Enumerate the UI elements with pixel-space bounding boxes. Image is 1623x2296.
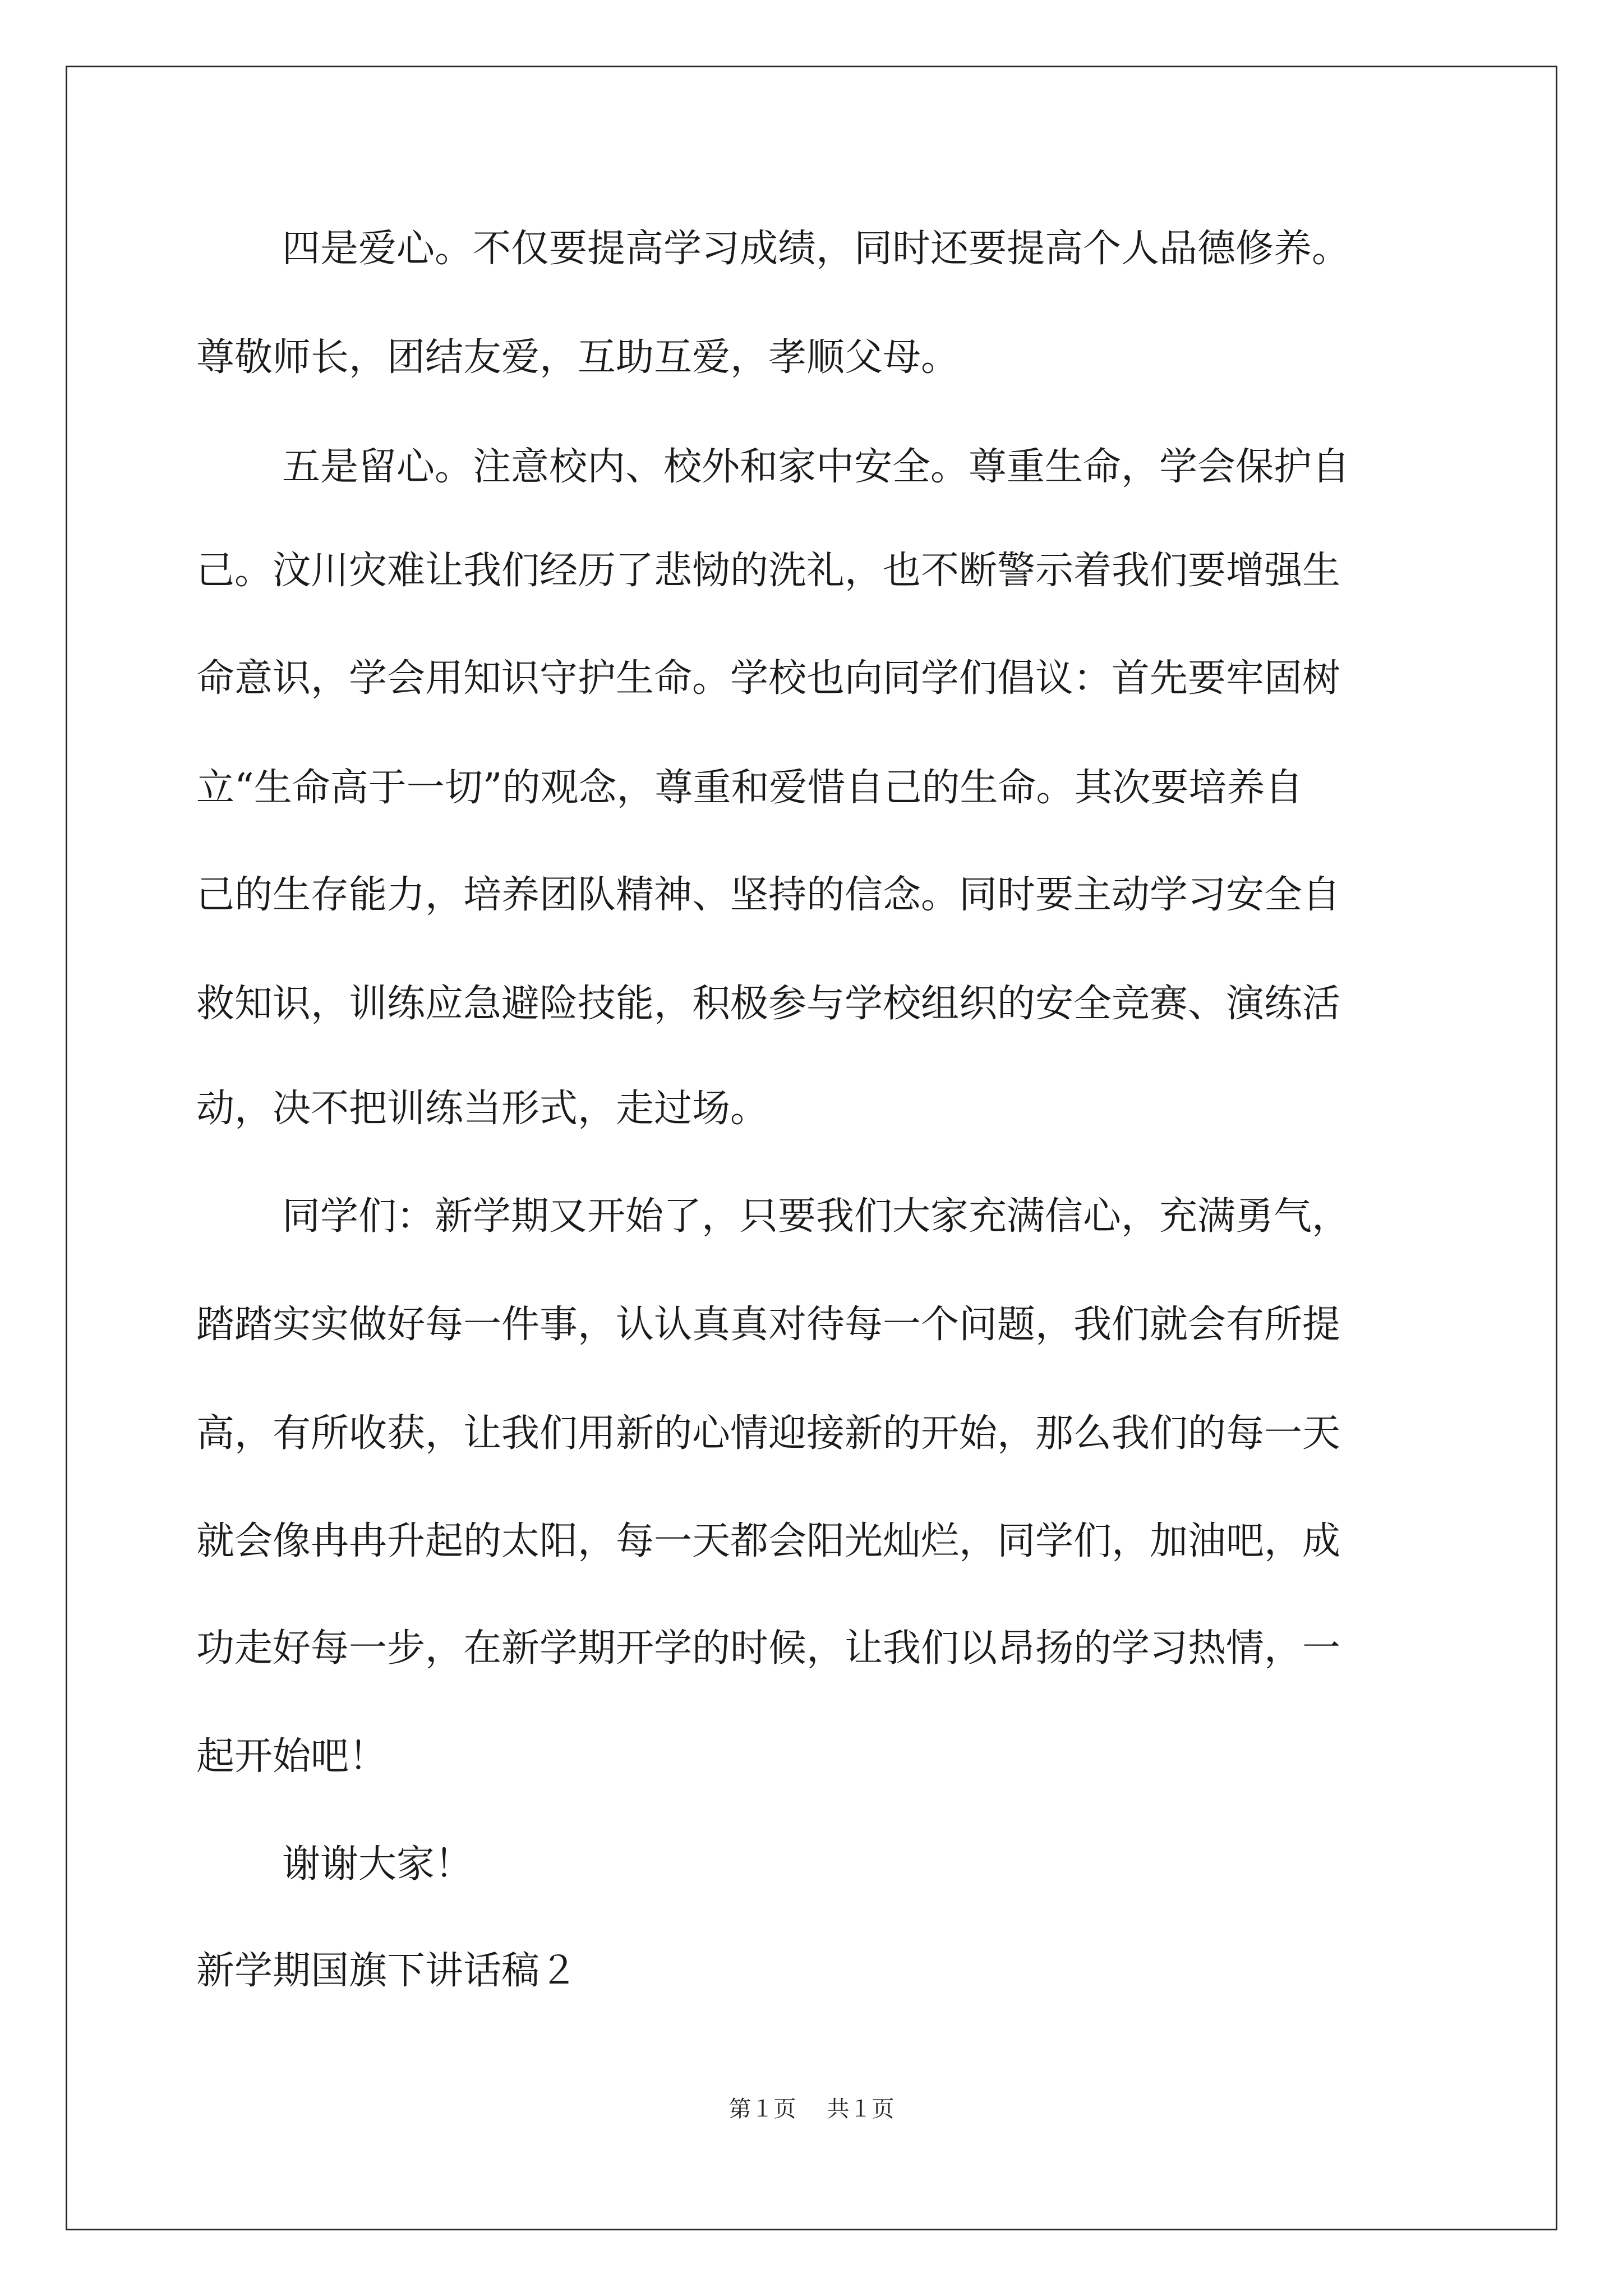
text-line: 就会像冉冉升起的太阳，每一天都会阳光灿烂，同学们，加油吧，成 (196, 1519, 1341, 1563)
page-total: 共１页 (827, 2096, 895, 2122)
text-line: 起开始吧！ (196, 1734, 388, 1779)
text-line: 动，决不把训练当形式，走过场。 (196, 1087, 769, 1131)
text-line: 同学们：新学期又开始了，只要我们大家充满信心，充满勇气， (282, 1194, 1350, 1239)
page-footer (0, 2095, 1623, 2123)
text-line: 踏踏实实做好每一件事，认认真真对待每一个问题，我们就会有所提 (196, 1303, 1341, 1347)
text-line: 命意识，学会用知识守护生命。学校也向同学们倡议：首先要牢固树 (196, 656, 1341, 701)
page-border (66, 66, 1557, 2230)
text-line: 四是爱心。不仅要提高学习成绩，同时还要提高个人品德修养。 (282, 227, 1350, 271)
text-line: 立“生命高于一切”的观念，尊重和爱惜自己的生命。其次要培养自 (196, 766, 1303, 810)
text-line: 谢谢大家！ (282, 1842, 473, 1887)
text-line: 己。汶川灾难让我们经历了悲恸的洗礼，也不断警示着我们要增强生 (196, 549, 1341, 593)
text-line: 尊敬师长，团结友爱，互助互爱，孝顺父母。 (196, 335, 960, 380)
text-line: 己的生存能力，培养团队精神、坚持的信念。同时要主动学习安全自 (196, 873, 1341, 917)
section-heading: 新学期国旗下讲话稿２ (196, 1949, 578, 1993)
text-line: 五是留心。注意校内、校外和家中安全。尊重生命，学会保护自 (282, 445, 1350, 489)
text-line: 救知识，训练应急避险技能，积极参与学校组织的安全竞赛、演练活 (196, 982, 1341, 1026)
page-number: 第１页 (728, 2096, 796, 2122)
text-line: 高，有所收获，让我们用新的心情迎接新的开始，那么我们的每一天 (196, 1411, 1341, 1456)
text-line: 功走好每一步，在新学期开学的时候，让我们以昂扬的学习热情，一 (196, 1626, 1341, 1671)
